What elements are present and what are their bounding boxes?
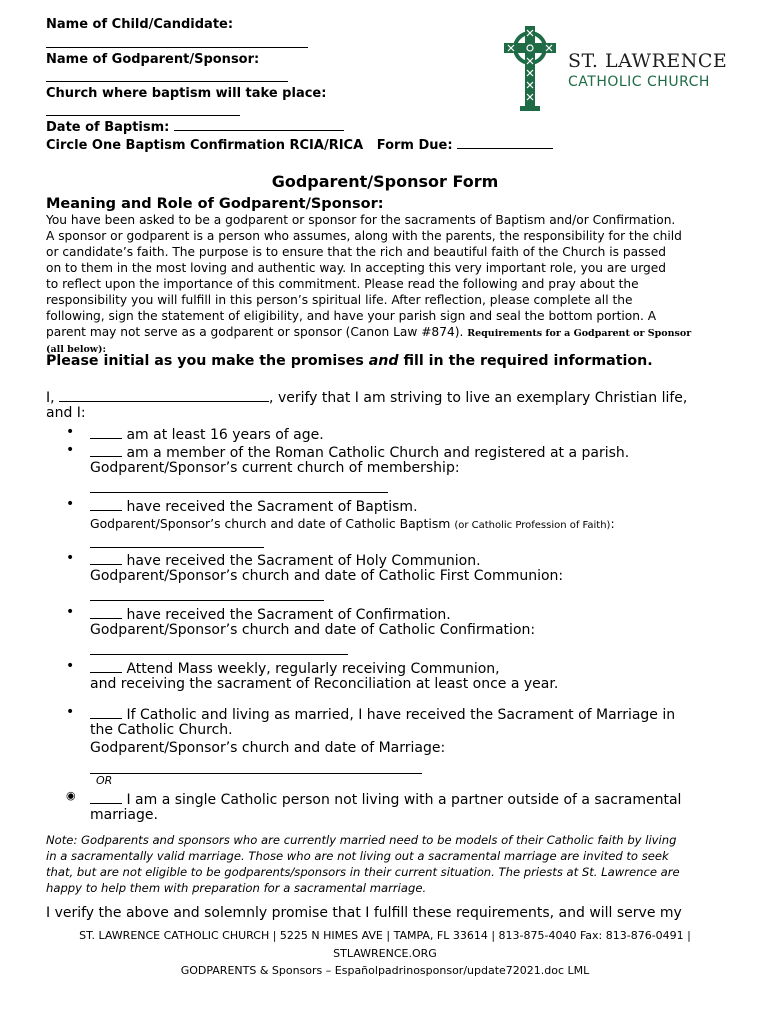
circle-one-row — [46, 137, 553, 153]
section-heading: Meaning and Role of Godparent/Sponsor: — [46, 196, 384, 212]
baptism-date-field[interactable] — [174, 119, 344, 131]
bullet-icon: • — [66, 604, 75, 620]
intro-line: or candidate’s faith. The purpose is to ensure that the rich and beautiful faith of the Church is passed — [46, 245, 667, 259]
verify-intro: I, , verify that I am striving to live an exemplary Christian life, — [46, 387, 687, 406]
note-line: happy to help them with preparation for a sacramental marriage. — [46, 881, 427, 895]
initial-field[interactable] — [90, 496, 122, 511]
note-line: in a sacramentally valid marriage. Those who are not living out a sacramental marriage are invited to seek — [46, 849, 669, 863]
name-field[interactable] — [59, 387, 269, 402]
marriage-church-date-field[interactable] — [90, 759, 422, 778]
baptism-date-row — [46, 119, 344, 135]
intro-line: on to them in the most loving and authentic way. In accepting this very important role, you are urged — [46, 261, 666, 275]
requirements-note: Requirements for a Godparent or Sponsor — [467, 328, 692, 339]
logo-church-name: ST. LAWRENCE — [568, 50, 728, 72]
confirmation-church-date-field[interactable] — [90, 640, 348, 659]
item-confirmation-sub: Godparent/Sponsor’s church and date of Catholic Confirmation: — [90, 622, 536, 638]
intro-line: following, sign the statement of eligibility, and have your parish sign and seal the bottom portion. A — [46, 309, 657, 323]
bullet-icon: • — [66, 550, 75, 566]
initial-field[interactable] — [90, 704, 122, 719]
initial-field[interactable] — [90, 658, 122, 673]
item-member-sub: Godparent/Sponsor’s current church of membership: — [90, 460, 460, 476]
child-name-label: Name of Child/Candidate: — [46, 17, 234, 32]
baptism-date-label: Date of Baptism: — [46, 120, 170, 135]
communion-church-date-field[interactable] — [90, 586, 324, 605]
godparent-name-label: Name of Godparent/Sponsor: — [46, 52, 260, 67]
item-marriage-cont: the Catholic Church. — [90, 722, 233, 738]
celtic-cross-icon — [500, 24, 560, 112]
item-single-cont: marriage. — [90, 807, 158, 823]
initial-field[interactable] — [90, 789, 122, 804]
item-mass-sub: and receiving the sacrament of Reconciliation at least once a year. — [90, 676, 559, 692]
form-title: Godparent/Sponsor Form — [271, 172, 499, 191]
baptism-church-label: Church where baptism will take place: — [46, 86, 327, 101]
item-mass: Attend Mass weekly, regularly receiving Communion, — [90, 658, 500, 677]
initial-field[interactable] — [90, 424, 122, 439]
bullet-icon: ◉ — [66, 789, 76, 802]
bullet-icon: • — [66, 704, 75, 720]
item-communion: have received the Sacrament of Holy Communion. — [90, 550, 481, 569]
intro-line: A sponsor or godparent is a person who assumes, along with the parents, the responsibility for the child — [46, 229, 682, 243]
intro-line: You have been asked to be a godparent or sponsor for the sacraments of Baptism and/or Confirmation. — [46, 213, 676, 227]
marriage-note — [46, 832, 746, 896]
footer-document-ref: GODPARENTS & Sponsors – Españolpadrinosponsor/update72021.doc LML — [180, 964, 590, 977]
verify-statement: I verify the above and solemnly promise that I fulfill these requirements, and will serve my — [46, 905, 682, 921]
form-due-label: Form Due: — [376, 138, 453, 153]
item-baptism: have received the Sacrament of Baptism. — [90, 496, 418, 515]
initial-field[interactable] — [90, 550, 122, 565]
item-member: am a member of the Roman Catholic Church and registered at a parish. — [90, 442, 629, 461]
item-marriage-sub: Godparent/Sponsor’s church and date of Marriage: — [90, 740, 446, 756]
logo-church-subtitle: CATHOLIC CHURCH — [568, 74, 710, 90]
initial-field[interactable] — [90, 442, 122, 457]
bullet-icon: • — [66, 496, 75, 512]
godparent-name-field[interactable] — [46, 70, 288, 86]
initial-field[interactable] — [90, 604, 122, 619]
requirements-note-cont: (all below): — [46, 344, 106, 355]
item-age: am at least 16 years of age. — [90, 424, 324, 443]
item-single: I am a single Catholic person not living with a partner outside of a sacramental — [90, 789, 681, 808]
bullet-icon: • — [66, 442, 75, 458]
note-line: Note: Godparents and sponsors who are currently married need to be models of their Catholic faith by living — [46, 833, 677, 847]
bullet-icon: • — [66, 424, 75, 440]
form-due-field[interactable] — [457, 137, 553, 149]
intro-paragraph — [46, 212, 741, 358]
initial-instruction: Please initial as you make the promises and fill in the required information. — [46, 353, 653, 369]
or-separator: OR — [96, 774, 113, 787]
church-logo — [500, 24, 730, 112]
item-communion-sub: Godparent/Sponsor’s church and date of Catholic First Communion: — [90, 568, 564, 584]
item-confirmation: have received the Sacrament of Confirmation. — [90, 604, 451, 623]
member-church-field[interactable] — [90, 478, 388, 497]
circle-one-label: Circle One Baptism Confirmation RCIA/RICA — [46, 138, 364, 153]
note-line: that, but are not eligible to be godparents/sponsors in their current situation. The priests at St. Lawrence are — [46, 865, 680, 879]
item-baptism-sub: Godparent/Sponsor’s church and date of Catholic Baptism (or Catholic Profession of Faith): — [90, 516, 615, 531]
intro-line-last: parent may not serve as a godparent or sponsor (Canon Law #874). Requirements for a Godparent or Sponsor — [46, 325, 692, 339]
intro-line: to reflect upon the importance of this commitment. Please read the following and pray about the — [46, 277, 639, 291]
footer-website: STLAWRENCE.ORG — [333, 947, 437, 960]
baptism-church-field[interactable] — [46, 104, 240, 120]
bullet-icon: • — [66, 658, 75, 674]
footer-address: ST. LAWRENCE CATHOLIC CHURCH | 5225 N HIMES AVE | TAMPA, FL 33614 | 813-875-4040 Fax: 813-876-0491 | — [79, 929, 691, 942]
intro-line: responsibility you will fulfill in this person’s spiritual life. After reflection, please complete all the — [46, 293, 633, 307]
verify-intro-cont: and I: — [46, 405, 86, 421]
child-name-field[interactable] — [46, 36, 308, 52]
item-marriage: If Catholic and living as married, I have received the Sacrament of Marriage in — [90, 704, 675, 723]
